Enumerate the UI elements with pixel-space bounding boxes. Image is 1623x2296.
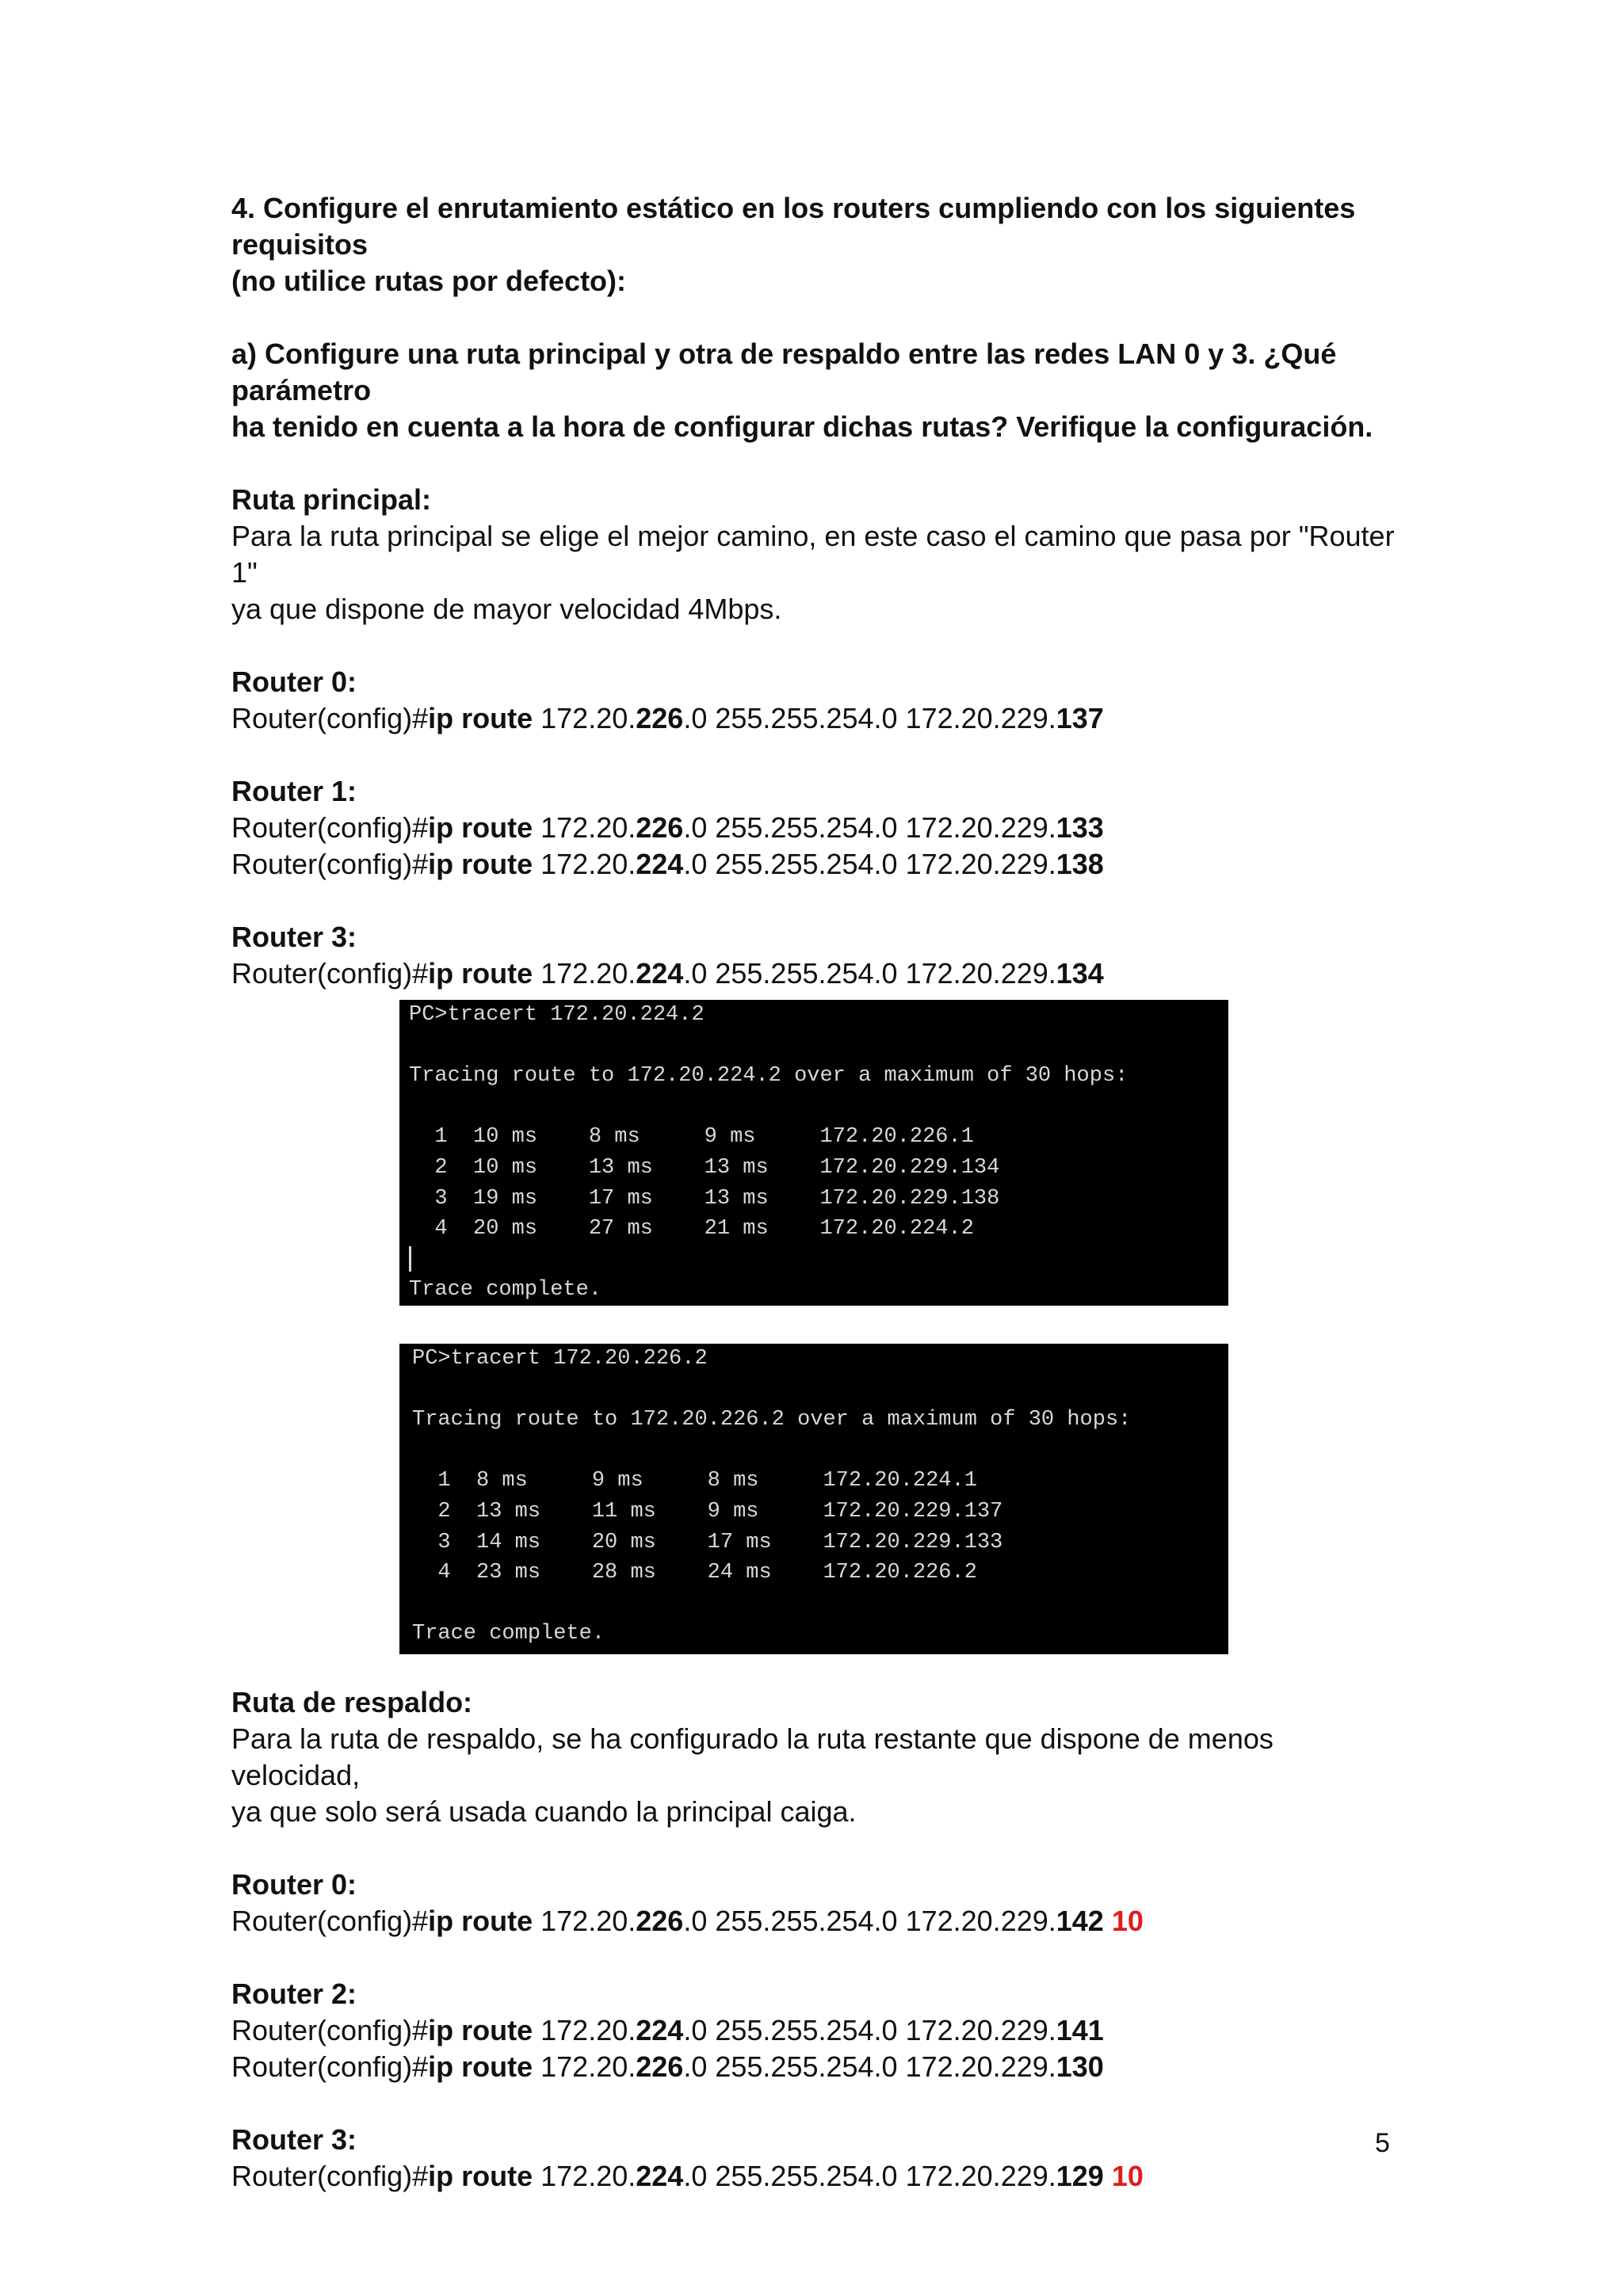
terminal-header: Tracing route to 172.20.224.2 over a maximum of 30 hops: — [409, 1064, 1128, 1089]
respaldo-desc-line2: ya que solo será usada cuando la principal caiga. — [231, 1795, 857, 1828]
mask-gateway: .0 255.255.254.0 172.20.229. — [683, 2014, 1056, 2046]
cli-command: ip route — [428, 811, 533, 844]
cli-prompt: Router(config)# — [231, 811, 429, 844]
terminal-footer: Trace complete. — [409, 1278, 602, 1302]
principal-desc-line1: Para la ruta principal se elige el mejor camino, en este caso el camino que pasa por "Router 1" — [231, 520, 1395, 589]
cli-command: ip route — [428, 2050, 533, 2083]
terminal-blank — [409, 1031, 1228, 1062]
terminal-command: PC>tracert 172.20.224.2 — [409, 1003, 705, 1027]
cli-command: ip route — [428, 957, 533, 990]
spacer — [231, 1939, 1396, 1976]
terminal-blank — [412, 1375, 1228, 1405]
router-title: Router 0: — [231, 666, 357, 698]
cli-command: ip route — [428, 848, 533, 880]
router-title: Router 3: — [231, 921, 357, 953]
hop-row: 3 19 ms 17 ms 13 ms 172.20.229.138 — [409, 1186, 1000, 1211]
cli-command: ip route — [428, 2160, 533, 2192]
router-title: Router 2: — [231, 1978, 357, 2010]
hop-row: 1 10 ms 8 ms 9 ms 172.20.226.1 — [409, 1125, 974, 1150]
terminal-blank — [412, 1589, 1228, 1619]
admin-distance: 10 — [1111, 1905, 1144, 1937]
mask-gateway: .0 255.255.254.0 172.20.229. — [683, 702, 1056, 734]
net-octet: 226 — [636, 1905, 684, 1937]
net-prefix: 172.20. — [533, 2160, 636, 2192]
route-command — [231, 2049, 1396, 2085]
text-cursor — [409, 1246, 411, 1272]
gateway-octet: 142 — [1056, 1905, 1104, 1937]
terminal-screenshots — [231, 1000, 1396, 1654]
cli-prompt: Router(config)# — [231, 702, 429, 734]
cli-prompt: Router(config)# — [231, 2050, 429, 2083]
net-prefix: 172.20. — [533, 848, 636, 880]
mask-gateway: .0 255.255.254.0 172.20.229. — [683, 2050, 1056, 2083]
route-command — [231, 2012, 1396, 2049]
terminal-blank — [409, 1245, 1228, 1276]
admin-distance: 10 — [1111, 2160, 1144, 2192]
net-octet: 226 — [636, 702, 684, 734]
net-prefix: 172.20. — [533, 702, 636, 734]
net-octet: 224 — [636, 2160, 684, 2192]
cli-prompt: Router(config)# — [231, 957, 429, 990]
mask-gateway: .0 255.255.254.0 172.20.229. — [683, 2160, 1056, 2192]
principal-routers — [231, 627, 1396, 992]
question-a-line2: ha tenido en cuenta a la hora de configurar dichas rutas? Verifique la configuración. — [231, 410, 1373, 443]
hop-row: 1 8 ms 9 ms 8 ms 172.20.224.1 — [412, 1469, 977, 1493]
route-command — [231, 810, 1396, 846]
cli-prompt: Router(config)# — [231, 848, 429, 880]
cli-command: ip route — [428, 1905, 533, 1937]
question-heading-line1: 4. Configure el enrutamiento estático en los routers cumpliendo con los siguientes requisitos — [231, 192, 1356, 261]
terminal-header: Tracing route to 172.20.226.2 over a maximum of 30 hops: — [412, 1408, 1132, 1432]
cli-command: ip route — [428, 2014, 533, 2046]
spacer — [231, 737, 1396, 773]
question-heading-line2: (no utilice rutas por defecto): — [231, 265, 627, 297]
page-number: 5 — [1375, 2128, 1390, 2158]
mask-gateway: .0 255.255.254.0 172.20.229. — [683, 811, 1056, 844]
terminal-tracert-lan3 — [399, 1344, 1228, 1654]
router-title: Router 1: — [231, 775, 357, 807]
net-octet: 224 — [636, 2014, 684, 2046]
respaldo-title: Ruta de respaldo: — [231, 1686, 473, 1718]
cli-prompt: Router(config)# — [231, 2014, 429, 2046]
net-octet: 224 — [636, 848, 684, 880]
mask-gateway: .0 255.255.254.0 172.20.229. — [683, 957, 1056, 990]
hop-row: 3 14 ms 20 ms 17 ms 172.20.229.133 — [412, 1530, 1003, 1554]
hop-row: 2 13 ms 11 ms 9 ms 172.20.229.137 — [412, 1499, 1003, 1524]
route-command — [231, 700, 1396, 737]
respaldo-desc-line1: Para la ruta de respaldo, se ha configurado la ruta restante que dispone de menos velocidad, — [231, 1722, 1274, 1791]
respaldo-routers — [231, 1830, 1396, 2195]
gateway-octet: 134 — [1056, 957, 1104, 990]
gateway-octet: 133 — [1056, 811, 1104, 844]
terminal-tracert-lan0 — [399, 1000, 1228, 1306]
terminal-command: PC>tracert 172.20.226.2 — [412, 1347, 708, 1371]
gateway-octet: 137 — [1056, 702, 1104, 734]
router-title: Router 3: — [231, 2123, 357, 2156]
router-title: Router 0: — [231, 1868, 357, 1901]
spacer — [231, 883, 1396, 919]
hop-row: 4 23 ms 28 ms 24 ms 172.20.226.2 — [412, 1561, 977, 1585]
terminal-blank — [412, 1436, 1228, 1466]
cli-prompt: Router(config)# — [231, 1905, 429, 1937]
cli-prompt: Router(config)# — [231, 2160, 429, 2192]
mask-gateway: .0 255.255.254.0 172.20.229. — [683, 1905, 1056, 1937]
net-prefix: 172.20. — [533, 2014, 636, 2046]
route-command — [231, 2158, 1396, 2195]
terminal-footer: Trace complete. — [412, 1622, 605, 1646]
route-command — [231, 955, 1396, 992]
spacer — [231, 1830, 1396, 1867]
hop-row: 4 20 ms 27 ms 21 ms 172.20.224.2 — [409, 1217, 974, 1241]
principal-title: Ruta principal: — [231, 483, 432, 516]
net-prefix: 172.20. — [533, 2050, 636, 2083]
gateway-octet: 141 — [1056, 2014, 1104, 2046]
question-a-line1: a) Configure una ruta principal y otra de respaldo entre las redes LAN 0 y 3. ¿Qué parámetro — [231, 338, 1337, 406]
spacer — [231, 627, 1396, 664]
cli-command: ip route — [428, 702, 533, 734]
route-command — [231, 846, 1396, 883]
terminal-blank — [409, 1092, 1228, 1123]
document-page — [231, 190, 1396, 2195]
net-octet: 226 — [636, 2050, 684, 2083]
route-command — [231, 1903, 1396, 1939]
gateway-octet: 130 — [1056, 2050, 1104, 2083]
net-octet: 224 — [636, 957, 684, 990]
net-prefix: 172.20. — [533, 1905, 636, 1937]
principal-desc-line2: ya que dispone de mayor velocidad 4Mbps. — [231, 593, 782, 625]
net-octet: 226 — [636, 811, 684, 844]
net-prefix: 172.20. — [533, 811, 636, 844]
mask-gateway: .0 255.255.254.0 172.20.229. — [683, 848, 1056, 880]
gateway-octet: 129 — [1056, 2160, 1104, 2192]
gateway-octet: 138 — [1056, 848, 1104, 880]
spacer — [231, 2085, 1396, 2122]
hop-row: 2 10 ms 13 ms 13 ms 172.20.229.134 — [409, 1155, 1000, 1180]
net-prefix: 172.20. — [533, 957, 636, 990]
